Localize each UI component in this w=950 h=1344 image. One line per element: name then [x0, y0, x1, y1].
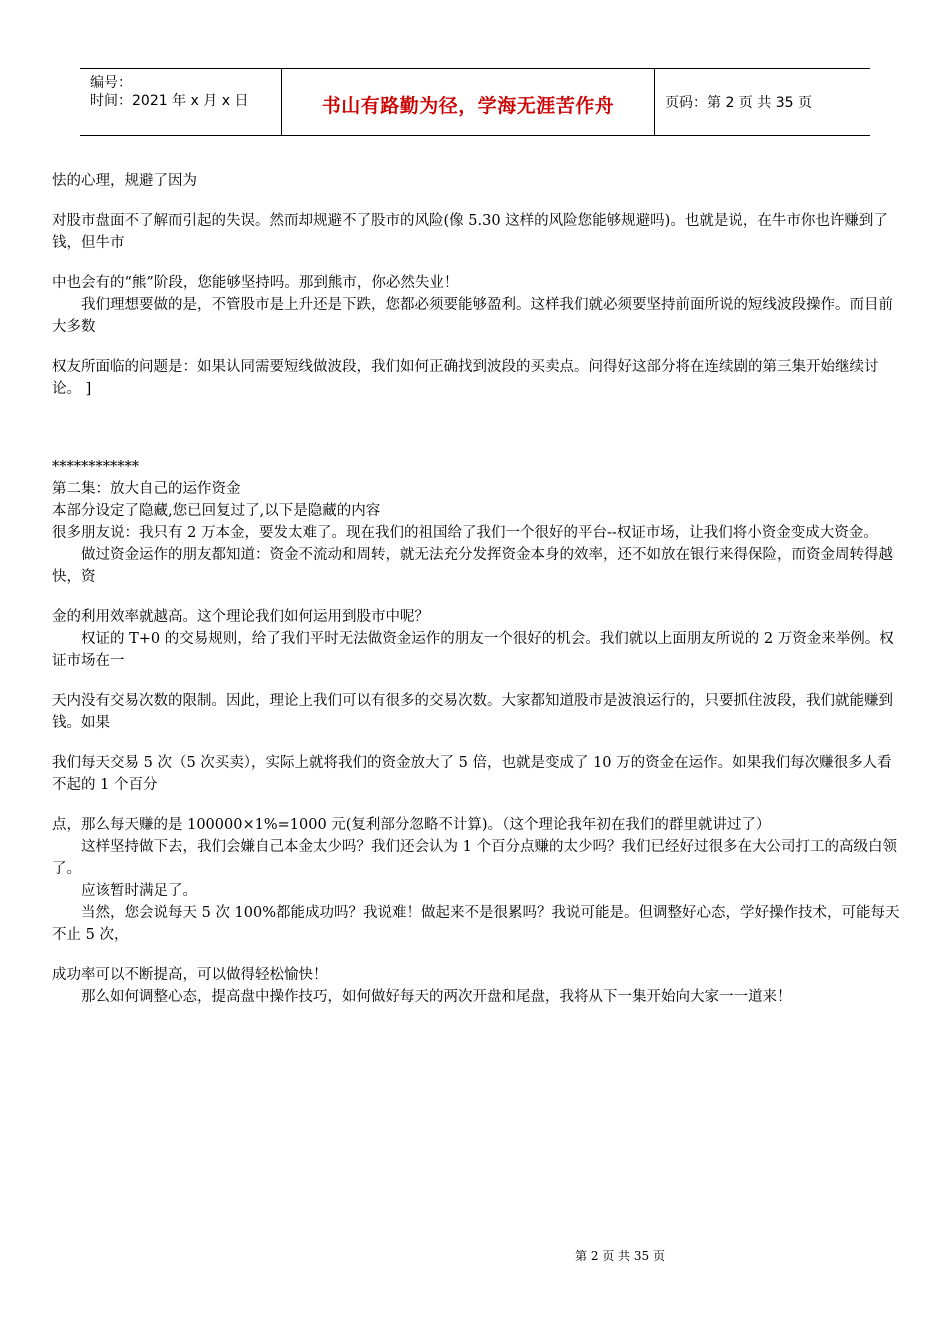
- paragraph: 金的利用效率就越高。这个理论我们如何运用到股市中呢？: [52, 609, 429, 625]
- header-meta: [80, 69, 282, 135]
- section-heading: 第二集：放大自己的运作资金: [52, 481, 241, 497]
- paragraph: 很多朋友说：我只有 2 万本金，要发太难了。现在我们的祖国给了我们一个很好的平台--权证市场，让我们将小资金变成大资金。: [52, 525, 878, 541]
- paragraph: 权友所面临的问题是：如果认同需要短线做波段，我们如何正确找到波段的买卖点。问得好这部分将在连续剧的第三集开始继续讨论。 ]: [52, 359, 879, 397]
- paragraph: 成功率可以不断提高，可以做得轻松愉快！: [52, 967, 328, 983]
- paragraph: 这样坚持做下去，我们会嫌自己本金太少吗？我们还会认为 1 个百分点赚的太少吗？我们已经好过很多在大公司打工的高级白领了。: [52, 839, 897, 877]
- paragraph: 天内没有交易次数的限制。因此，理论上我们可以有很多的交易次数。大家都知道股市是波浪运行的，只要抓住波段，我们就能赚到钱。如果: [52, 693, 893, 731]
- section-divider: ************: [52, 459, 139, 475]
- paragraph: 点，那么每天赚的是 100000×1%=1000 元(复利部分忽略不计算)。（这个理论我年初在我们的群里就讲过了）: [52, 817, 771, 833]
- document-body: [52, 170, 900, 1008]
- paragraph: 那么如何调整心态，提高盘中操作技巧，如何做好每天的两次开盘和尾盘，我将从下一集开始向大家一一道来！: [81, 989, 792, 1005]
- paragraph: 怯的心理，规避了因为: [52, 173, 197, 189]
- header-page-code: 页码：第 2 页 共 35 页: [665, 95, 812, 111]
- paragraph: 当然，您会说每天 5 次 100%都能成功吗？我说难！做起来不是很累吗？我说可能是。但调整好心态，学好操作技术，可能每天不止 5 次，: [52, 905, 900, 943]
- paragraph: 本部分设定了隐藏,您已回复过了,以下是隐藏的内容: [52, 503, 381, 519]
- paragraph: 中也会有的“熊”阶段，您能够坚持吗。那到熊市，你必然失业！: [52, 275, 459, 291]
- paragraph: 我们理想要做的是，不管股市是上升还是下跌，您都必须要能够盈利。这样我们就必须要坚持前面所说的短线波段操作。而目前大多数: [52, 297, 893, 335]
- header-motto: 书山有路勤为径，学海无涯苦作舟: [321, 94, 615, 117]
- paragraph: 应该暂时满足了。: [81, 883, 197, 899]
- paragraph: 做过资金运作的朋友都知道：资金不流动和周转，就无法充分发挥资金本身的效率，还不如放在银行来得保险，而资金周转得越快，资: [52, 547, 893, 585]
- paragraph: 权证的 T+0 的交易规则，给了我们平时无法做资金运作的朋友一个很好的机会。我们就以上面朋友所说的 2 万资金来举例。权证市场在一: [52, 631, 894, 669]
- header-motto-cell: [282, 69, 655, 135]
- paragraph: 我们每天交易 5 次（5 次买卖），实际上就将我们的资金放大了 5 倍，也就是变成了 10 万的资金在运作。如果我们每次赚很多人看不起的 1 个百分: [52, 755, 892, 793]
- paragraph: 对股市盘面不了解而引起的失误。然而却规避不了股市的风险(像 5.30 这样的风险您能够规避吗)。也就是说，在牛市你也许赚到了钱，但牛市: [52, 213, 888, 251]
- page-footer: 第 2 页 共 35 页: [575, 1249, 665, 1263]
- document-date: 时间：2021 年 x 月 x 日: [90, 93, 249, 109]
- page-header: [80, 68, 870, 136]
- document-number: 编号：: [90, 75, 132, 91]
